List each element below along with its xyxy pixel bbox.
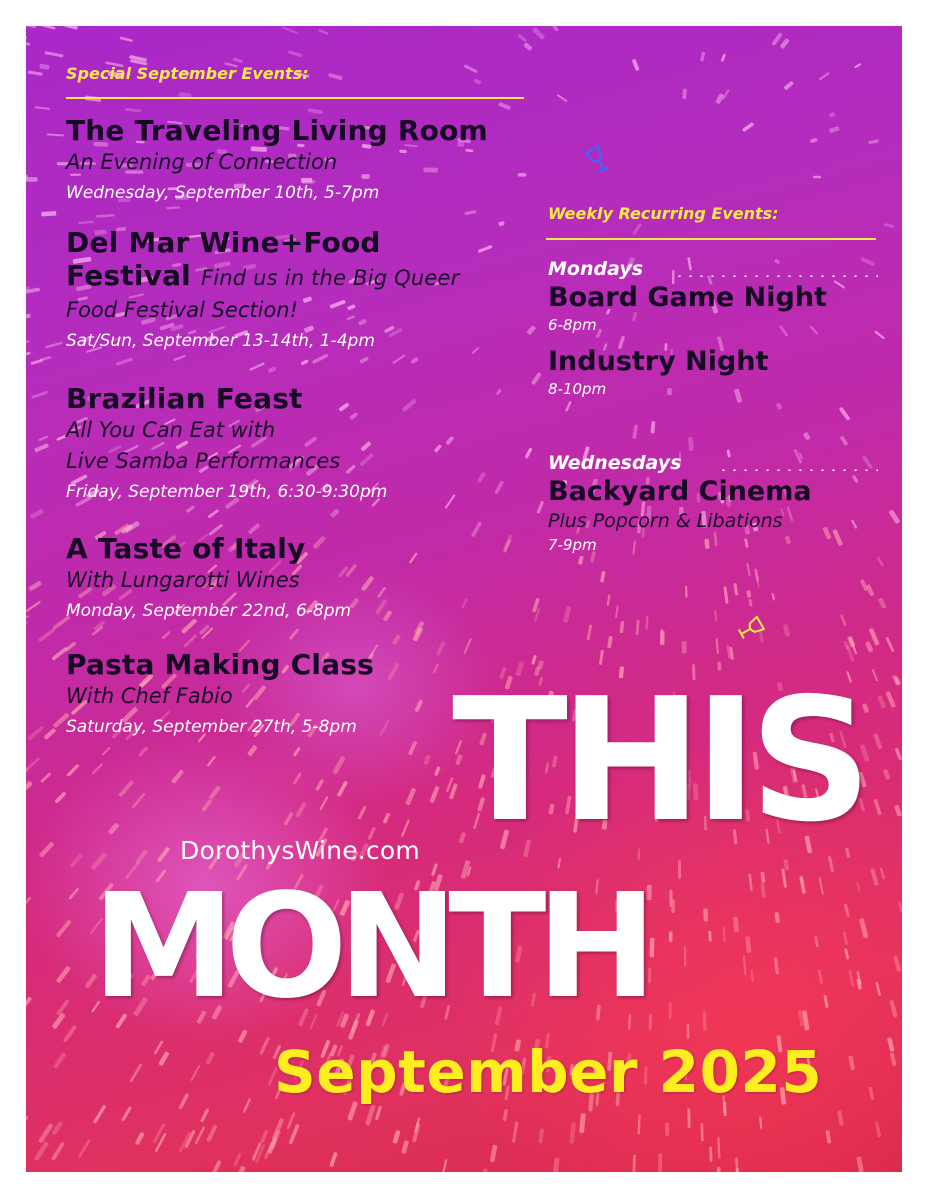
special-events-heading: Special September Events: [66,64,309,83]
weekly-event-title: Board Game Night [548,282,827,313]
event-subtitle: An Evening of Connection [66,150,338,174]
event-subtitle: With Chef Fabio [66,684,233,708]
event-title-line2 [66,259,546,295]
event-del-mar-festival [66,226,546,354]
event-taste-of-italy [66,532,546,624]
weekly-event-time: 7-9pm [548,536,597,554]
headline-this: THIS [452,662,864,860]
event-date: Friday, September 19th, 6:30-9:30pm [66,482,388,502]
weekly-events-heading: Weekly Recurring Events: [548,204,779,223]
day-row [548,452,878,476]
day-label: Mondays [548,258,644,280]
event-title: Del Mar Wine+Food [66,226,381,259]
event-title: Brazilian Feast [66,382,303,415]
weekly-event-title: Industry Night [548,346,769,377]
wine-glass-icon [582,144,614,176]
weekly-event-time: 6-8pm [548,316,597,334]
event-subtitle: All You Can Eat with [66,418,276,442]
event-subtitle-line2: Live Samba Performances [66,449,341,473]
event-date: Monday, September 22nd, 6-8pm [66,601,352,621]
day-row [548,258,878,282]
headline-month: MONTH [92,862,647,1030]
event-subtitle: Find us in the Big Queer [200,266,460,290]
event-title: The Traveling Living Room [66,114,488,147]
event-brazilian-feast [66,382,546,505]
event-poster [26,26,902,1172]
event-title: Pasta Making Class [66,648,375,681]
event-title-festival: Festival [66,259,191,292]
special-events-rule [66,97,524,99]
event-subtitle: With Lungarotti Wines [66,568,300,592]
weekly-event-title: Backyard Cinema [548,476,812,507]
weekly-events-rule [546,238,876,240]
event-title: A Taste of Italy [66,532,306,565]
month-year: September 2025 [274,1038,823,1106]
weekly-wednesdays [548,452,878,556]
weekly-event-time: 8-10pm [548,380,607,398]
event-subtitle-line2: Food Festival Section! [66,298,299,322]
event-date: Sat/Sun, September 13-14th, 1-4pm [66,331,375,351]
wine-glass-icon [732,614,768,644]
event-date: Saturday, September 27th, 5-8pm [66,717,357,737]
website-url: DorothysWine.com [180,836,420,865]
event-traveling-living-room [66,114,546,206]
event-date: Wednesday, September 10th, 5-7pm [66,183,380,203]
dot-leader [674,275,878,277]
dot-leader [718,469,878,471]
day-label: Wednesdays [548,452,682,474]
weekly-mondays [548,258,878,400]
weekly-event-subtitle: Plus Popcorn & Libations [548,510,783,532]
